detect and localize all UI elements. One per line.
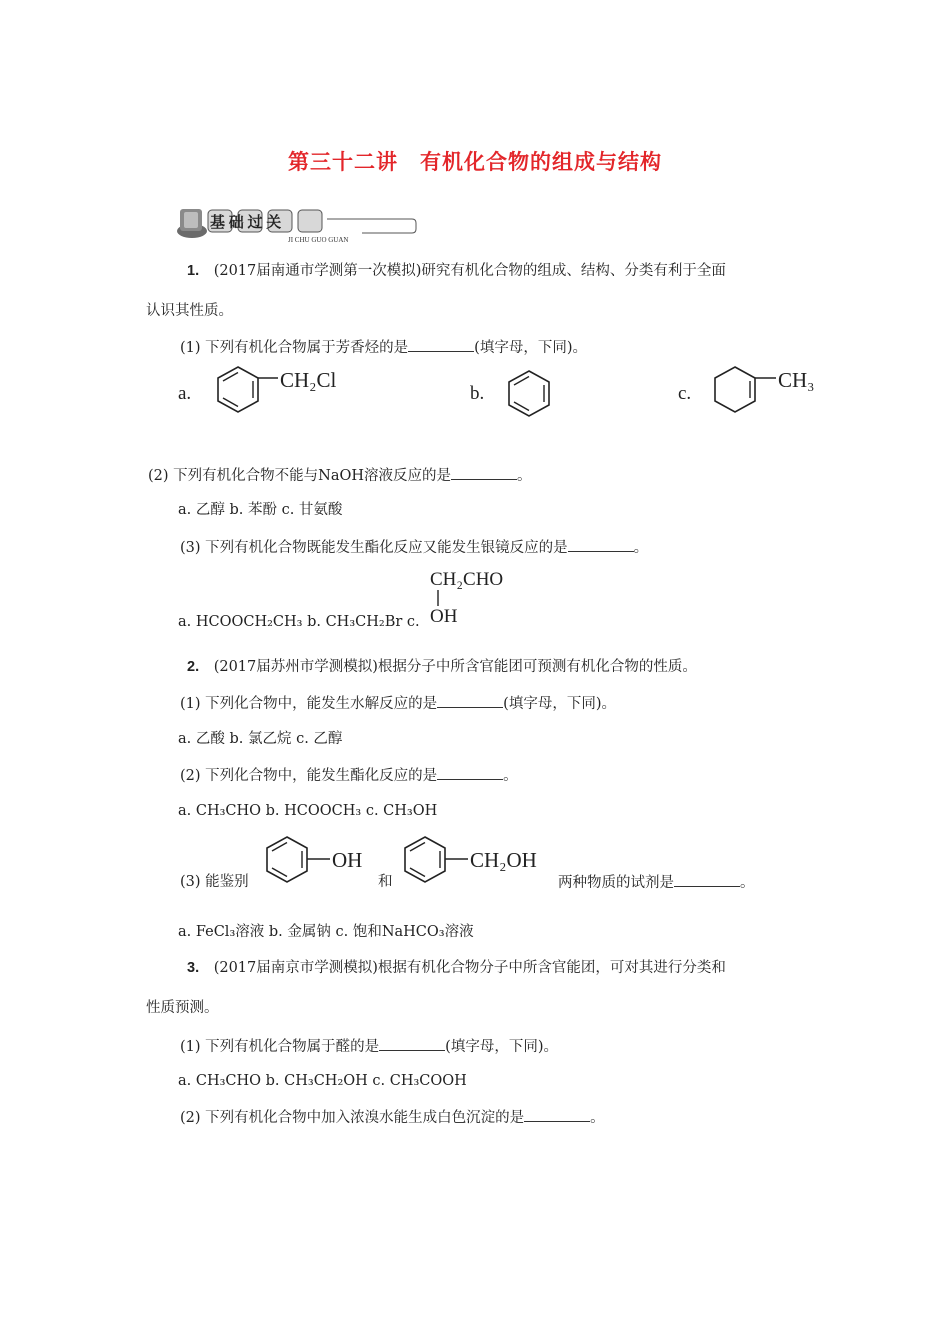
q2-part1: (1) 下列化合物中，能发生水解反应的是 (填字母，下同)。 (180, 693, 616, 714)
q2-part3-and: 和 (378, 874, 393, 890)
q1-part2: (2) 下列有机化合物不能与NaOH溶液反应的是 。 (148, 465, 532, 486)
q3-part2: (2) 下列有机化合物中加入浓溴水能生成白色沉淀的是 。 (180, 1107, 605, 1128)
q2-part3-before: (3) 能鉴别 (180, 874, 249, 890)
q1-part3: (3) 下列有机化合物既能发生酯化反应又能发生银镜反应的是 。 (180, 537, 648, 558)
question-number: 3. (187, 960, 200, 976)
question-1-stem: 1. (2017届南通市学测第一次模拟)研究有机化合物的组成、结构、分类有利于全面 (187, 263, 726, 279)
q3-part1-options: a. CH₃CHO b. CH₃CH₂OH c. CH₃COOH (178, 1073, 467, 1089)
question-number: 2. (187, 659, 200, 675)
option-b-label: b. (470, 383, 485, 404)
methylcyclohexene-structure (708, 362, 838, 420)
q2-part3-options: a. FeCl₃溶液 b. 金属钠 c. 饱和NaHCO₃溶液 (178, 924, 474, 940)
svg-text:CH₃: CH₃ (778, 368, 815, 392)
q2-part2: (2) 下列化合物中，能发生酯化反应的是 。 (180, 765, 518, 786)
q3-part1: (1) 下列有机化合物属于醛的是 (填字母，下同)。 (180, 1036, 558, 1057)
page-title: 第三十二讲 有机化合物的组成与结构 (288, 150, 662, 174)
q1-part2-options: a. 乙醇 b. 苯酚 c. 甘氨酸 (178, 502, 343, 518)
benzene-structure (504, 367, 564, 423)
q2-part1-options: a. 乙酸 b. 氯乙烷 c. 乙醇 (178, 731, 343, 747)
q2-part3-after: 两种物质的试剂是 。 (558, 872, 755, 893)
option-c-label: c. (678, 383, 692, 404)
answer-blank[interactable] (524, 1107, 590, 1122)
answer-blank[interactable] (437, 765, 503, 780)
q1-part1: (1) 下列有机化合物属于芳香烃的是 (填字母，下同)。 (180, 337, 587, 358)
benzyl-alcohol-structure (400, 833, 560, 889)
option-a-label: a. (178, 383, 192, 404)
phenol-structure (262, 833, 374, 889)
question-3-stem: 3. (2017届南京市学测模拟)根据有机化合物分子中所含官能团，可对其进行分类和 (187, 960, 726, 976)
benzyl-chloride-structure (210, 362, 360, 420)
hydroxy-aldehyde-structure (426, 562, 536, 628)
question-3-stem-cont: 性质预测。 (146, 1000, 219, 1016)
svg-text:OH: OH (430, 606, 458, 627)
svg-text:CH₂Cl: CH₂Cl (280, 368, 337, 392)
svg-text:CH₂OH: CH₂OH (470, 848, 537, 872)
q2-part2-options: a. CH₃CHO b. HCOOCH₃ c. CH₃OH (178, 803, 438, 819)
answer-blank[interactable] (451, 465, 517, 480)
answer-blank[interactable] (379, 1036, 445, 1051)
answer-blank[interactable] (437, 693, 503, 708)
answer-blank[interactable] (568, 537, 634, 552)
q1-part3-options: a. HCOOCH₂CH₃ b. CH₃CH₂Br c. (178, 614, 420, 630)
question-2-stem: 2. (2017届苏州市学测模拟)根据分子中所含官能团可预测有机化合物的性质。 (187, 659, 697, 675)
question-1-stem-cont: 认识其性质。 (146, 303, 233, 319)
svg-text:CH₂CHO: CH₂CHO (430, 569, 504, 590)
answer-blank[interactable] (408, 337, 474, 352)
badge-pinyin: JI CHU GUO GUAN (288, 236, 349, 243)
badge-label: 基 础 过 关 (210, 215, 282, 231)
section-badge (172, 203, 422, 243)
answer-blank[interactable] (674, 872, 740, 887)
question-number: 1. (187, 263, 200, 279)
svg-text:OH: OH (332, 848, 363, 872)
